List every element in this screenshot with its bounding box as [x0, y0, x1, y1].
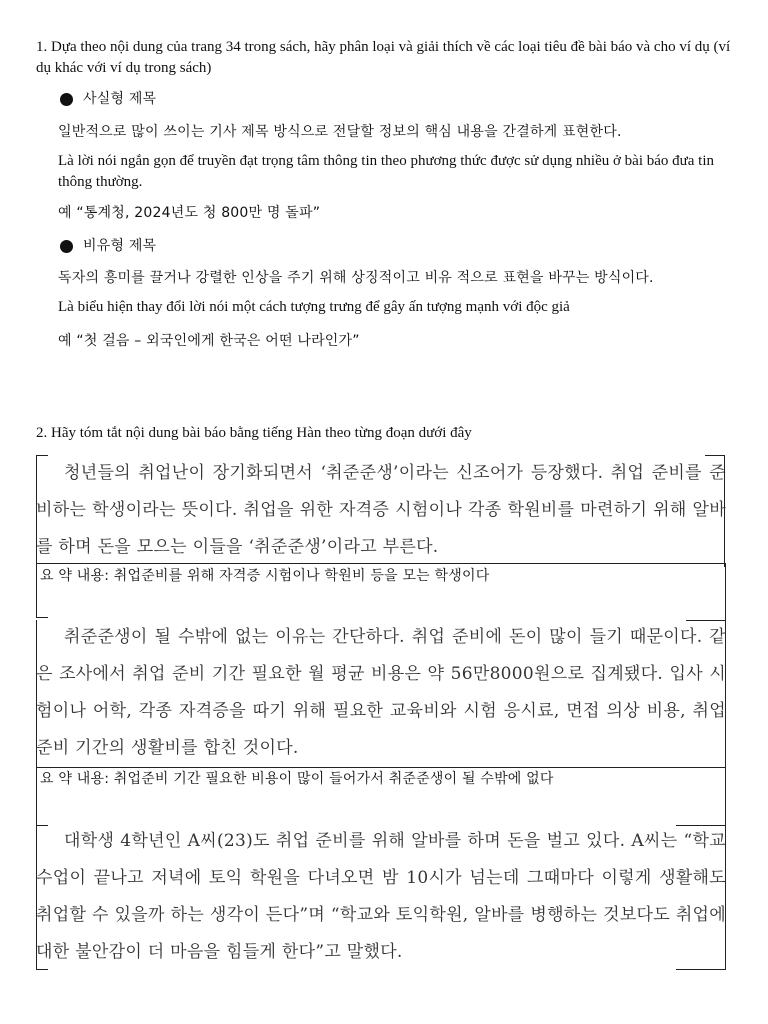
type2-heading-text: 비유형 제목: [83, 238, 157, 254]
summary-1: 요 약 내용: 취업준비를 위해 자격증 시험이나 학원비 등을 모는 학생이다: [40, 568, 490, 584]
question-1: 1. Dựa theo nội dung của trang 34 trong sách, hãy phân loại và giải thích về các loại tiêu đề bài báo và cho ví dụ (ví dụ khác với ví dụ trong sách): [36, 39, 731, 76]
passage-3-text: 대학생 4학년인 A씨(23)도 취업 준비를 위해 알바를 하며 돈을 벌고 있다. A씨는 “학교 수업이 끝나고 저녁에 토익 학원을 다녀오면 밤 10시가 넘는데 그때마다 이렇게 생활해도 취업할 수 있을까 하는 생각이 든다”며 “학교와 토익학원, 알바를 병행하는 것보다도 취업에 대한 불안감이 더 마음을 힘들게 한다”고 말했다.: [36, 831, 726, 962]
passage-2-text: 취준준생이 될 수밖에 없는 이유는 간단하다. 취업 준비에 돈이 많이 들기 때문이다. 같은 조사에서 취업 준비 기간 필요한 월 평균 비용은 약 56만8000원으로 집계됐다. 입사 시험이나 어학, 각종 자격증을 따기 위해 필요한 교육비와 시험 응시료, 면접 의상 비용, 취업 준비 기간의 생활비를 합친 것이다.: [36, 627, 726, 758]
summary-2: 요 약 내용: 취업준비 기간 필요한 비용이 많이 들어가서 취준준생이 될 수밖에 없다: [40, 771, 554, 787]
type1-example: 예 “통계청, 2024년도 청 800만 명 돌파”: [58, 205, 321, 221]
article-passage-1: [36, 455, 726, 566]
type1-heading-text: 사실형 제목: [83, 91, 157, 107]
passage-1-text: 청년들의 취업난이 장기화되면서 ‘취준준생’이라는 신조어가 등장했다. 취업 준비를 준비하는 학생이라는 뜻이다. 취업을 위한 자격증 시험이나 각종 학원비를 마련하기 위해 알바를 하며 돈을 모으는 이들을 ‘취준준생’이라고 부른다.: [36, 463, 726, 557]
table-border: [36, 767, 37, 825]
type2-korean-explanation: 독자의 흥미를 끌거나 강렬한 인상을 주기 위해 상징적이고 비유 적으로 표현을 바꾸는 방식이다.: [58, 270, 654, 286]
type2-example: 예 “첫 걸음 – 외국인에게 한국은 어떤 나라인가”: [58, 333, 360, 349]
question-2: 2. Hãy tóm tắt nội dung bài báo bằng tiếng Hàn theo từng đoạn dưới đây: [36, 425, 472, 441]
table-border: [725, 767, 726, 825]
type1-vietnamese-explanation: Là lời nói ngắn gọn để truyền đạt trọng tâm thông tin theo phương thức được sử dụng nhiều ở bài báo đưa tin thông thường.: [58, 153, 715, 190]
type1-heading: [60, 89, 156, 109]
table-border: [725, 563, 726, 621]
bullet-icon: [60, 240, 73, 253]
table-divider: [36, 767, 726, 768]
type2-heading: [60, 236, 156, 256]
type2-vietnamese-explanation: Là biểu hiện thay đổi lời nói một cách tượng trưng để gây ấn tượng mạnh với độc giả: [58, 299, 570, 315]
bullet-icon: [60, 93, 73, 106]
article-passage-2: [36, 619, 726, 767]
table-border: [36, 617, 48, 618]
article-passage-3: [36, 823, 726, 971]
type1-korean-explanation: 일반적으로 많이 쓰이는 기사 제목 방식으로 전달할 정보의 핵심 내용을 간결하게 표현한다.: [58, 124, 622, 140]
table-border: [36, 563, 37, 618]
